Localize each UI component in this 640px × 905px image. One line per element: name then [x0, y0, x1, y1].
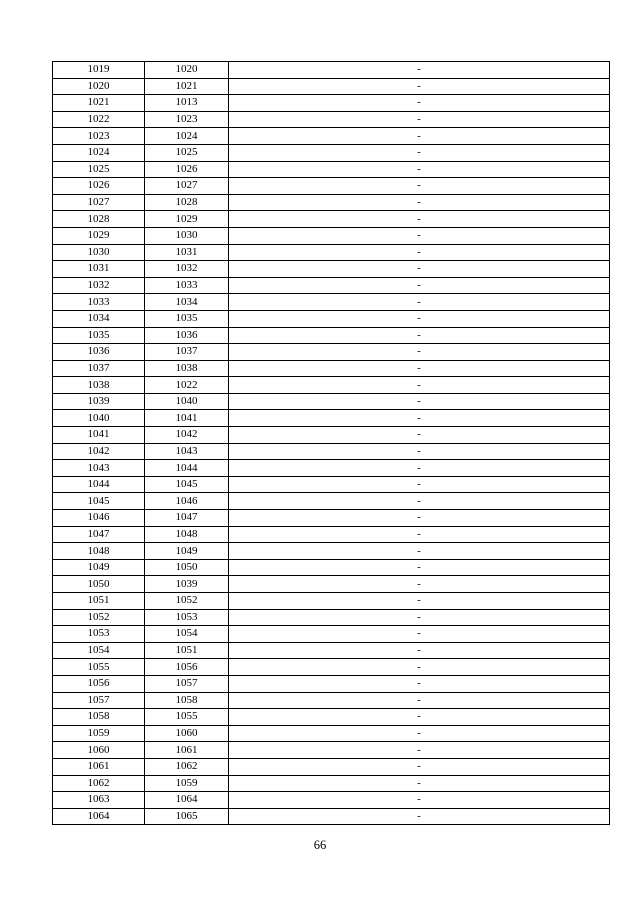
table-cell: - — [229, 178, 610, 195]
table-cell: 1043 — [145, 443, 229, 460]
table-cell: 1064 — [145, 792, 229, 809]
table-cell: - — [229, 294, 610, 311]
page-number: 66 — [313, 838, 327, 852]
table-cell: 1021 — [145, 78, 229, 95]
table-cell: 1030 — [145, 227, 229, 244]
table-row — [53, 576, 610, 593]
table-cell: 1051 — [53, 593, 145, 610]
table-row — [53, 725, 610, 742]
table-cell: 1057 — [145, 675, 229, 692]
table-row — [53, 277, 610, 294]
table-cell: 1059 — [145, 775, 229, 792]
table-cell: - — [229, 244, 610, 261]
table-row — [53, 476, 610, 493]
table-cell: - — [229, 78, 610, 95]
table-cell: - — [229, 792, 610, 809]
table-cell: - — [229, 144, 610, 161]
table-cell: 1025 — [53, 161, 145, 178]
table-cell: 1044 — [145, 460, 229, 477]
table-row — [53, 327, 610, 344]
table-cell: - — [229, 211, 610, 228]
table-cell: - — [229, 758, 610, 775]
table-cell: - — [229, 559, 610, 576]
table-cell: - — [229, 692, 610, 709]
table-cell: - — [229, 659, 610, 676]
table-cell: 1023 — [53, 128, 145, 145]
table-row — [53, 427, 610, 444]
table-cell: - — [229, 626, 610, 643]
table-cell: 1022 — [145, 377, 229, 394]
table-row — [53, 178, 610, 195]
table-cell: - — [229, 128, 610, 145]
table-cell: - — [229, 95, 610, 112]
table-cell: 1024 — [53, 144, 145, 161]
table-cell: 1039 — [145, 576, 229, 593]
table-cell: - — [229, 227, 610, 244]
table-cell: 1019 — [53, 62, 145, 79]
table-row — [53, 593, 610, 610]
table-cell: 1033 — [53, 294, 145, 311]
table-body — [53, 62, 610, 825]
data-table-container — [52, 61, 609, 825]
table-cell: 1026 — [53, 178, 145, 195]
table-cell: 1032 — [145, 261, 229, 278]
table-row — [53, 410, 610, 427]
table-cell: - — [229, 675, 610, 692]
table-row — [53, 227, 610, 244]
table-cell: 1028 — [145, 194, 229, 211]
table-row — [53, 642, 610, 659]
table-row — [53, 808, 610, 825]
table-cell: 1024 — [145, 128, 229, 145]
table-cell: - — [229, 593, 610, 610]
table-cell: - — [229, 310, 610, 327]
table-cell: 1032 — [53, 277, 145, 294]
table-cell: 1042 — [53, 443, 145, 460]
table-cell: - — [229, 709, 610, 726]
table-row — [53, 62, 610, 79]
table-cell: - — [229, 510, 610, 527]
table-cell: - — [229, 161, 610, 178]
table-cell: 1020 — [53, 78, 145, 95]
table-cell: 1062 — [145, 758, 229, 775]
table-cell: 1035 — [53, 327, 145, 344]
table-cell: 1037 — [145, 344, 229, 361]
table-row — [53, 393, 610, 410]
table-cell: 1065 — [145, 808, 229, 825]
table-cell: - — [229, 62, 610, 79]
table-cell: 1020 — [145, 62, 229, 79]
table-row — [53, 344, 610, 361]
table-cell: 1054 — [53, 642, 145, 659]
table-cell: 1047 — [53, 526, 145, 543]
table-cell: 1021 — [53, 95, 145, 112]
table-cell: 1050 — [145, 559, 229, 576]
table-cell: 1041 — [53, 427, 145, 444]
table-cell: 1040 — [53, 410, 145, 427]
table-row — [53, 443, 610, 460]
table-cell: 1058 — [53, 709, 145, 726]
table-row — [53, 758, 610, 775]
table-cell: 1056 — [145, 659, 229, 676]
table-cell: - — [229, 194, 610, 211]
table-cell: 1062 — [53, 775, 145, 792]
table-cell: 1025 — [145, 144, 229, 161]
table-cell: 1061 — [53, 758, 145, 775]
table-cell: 1031 — [145, 244, 229, 261]
table-cell: - — [229, 460, 610, 477]
table-row — [53, 559, 610, 576]
table-cell: - — [229, 543, 610, 560]
table-row — [53, 360, 610, 377]
table-cell: 1042 — [145, 427, 229, 444]
table-cell: 1040 — [145, 393, 229, 410]
table-row — [53, 775, 610, 792]
table-cell: 1054 — [145, 626, 229, 643]
table-cell: 1038 — [145, 360, 229, 377]
table-cell: - — [229, 609, 610, 626]
table-cell: 1051 — [145, 642, 229, 659]
table-row — [53, 709, 610, 726]
table-cell: 1027 — [53, 194, 145, 211]
table-cell: 1052 — [145, 593, 229, 610]
table-cell: - — [229, 327, 610, 344]
table-cell: 1048 — [145, 526, 229, 543]
data-table — [52, 61, 610, 825]
table-cell: 1034 — [145, 294, 229, 311]
table-cell: 1056 — [53, 675, 145, 692]
table-row — [53, 675, 610, 692]
table-row — [53, 460, 610, 477]
table-row — [53, 310, 610, 327]
table-cell: - — [229, 277, 610, 294]
table-cell: 1050 — [53, 576, 145, 593]
table-row — [53, 626, 610, 643]
table-cell: 1045 — [145, 476, 229, 493]
table-row — [53, 211, 610, 228]
table-row — [53, 692, 610, 709]
table-cell: 1041 — [145, 410, 229, 427]
table-cell: 1036 — [53, 344, 145, 361]
table-cell: - — [229, 344, 610, 361]
table-cell: 1023 — [145, 111, 229, 128]
table-row — [53, 144, 610, 161]
table-cell: - — [229, 476, 610, 493]
table-row — [53, 493, 610, 510]
table-cell: 1044 — [53, 476, 145, 493]
table-cell: - — [229, 427, 610, 444]
table-cell: - — [229, 111, 610, 128]
table-row — [53, 742, 610, 759]
table-cell: 1028 — [53, 211, 145, 228]
table-cell: 1063 — [53, 792, 145, 809]
table-cell: 1027 — [145, 178, 229, 195]
table-cell: 1039 — [53, 393, 145, 410]
table-row — [53, 659, 610, 676]
table-row — [53, 609, 610, 626]
table-cell: - — [229, 526, 610, 543]
table-row — [53, 510, 610, 527]
table-cell: 1058 — [145, 692, 229, 709]
table-cell: 1049 — [145, 543, 229, 560]
table-cell: - — [229, 742, 610, 759]
table-row — [53, 294, 610, 311]
table-cell: - — [229, 493, 610, 510]
table-row — [53, 792, 610, 809]
table-cell: 1046 — [145, 493, 229, 510]
table-cell: 1052 — [53, 609, 145, 626]
table-cell: 1037 — [53, 360, 145, 377]
table-row — [53, 111, 610, 128]
table-cell: 1036 — [145, 327, 229, 344]
table-row — [53, 526, 610, 543]
table-row — [53, 261, 610, 278]
table-cell: 1026 — [145, 161, 229, 178]
table-cell: - — [229, 642, 610, 659]
table-cell: 1013 — [145, 95, 229, 112]
table-cell: 1049 — [53, 559, 145, 576]
table-cell: 1048 — [53, 543, 145, 560]
table-cell: 1022 — [53, 111, 145, 128]
table-cell: 1055 — [53, 659, 145, 676]
table-cell: 1035 — [145, 310, 229, 327]
table-cell: 1053 — [53, 626, 145, 643]
table-row — [53, 194, 610, 211]
table-cell: 1033 — [145, 277, 229, 294]
table-cell: 1060 — [145, 725, 229, 742]
table-cell: 1030 — [53, 244, 145, 261]
table-row — [53, 95, 610, 112]
table-cell: 1047 — [145, 510, 229, 527]
table-cell: - — [229, 443, 610, 460]
table-cell: - — [229, 775, 610, 792]
table-cell: 1038 — [53, 377, 145, 394]
table-cell: 1064 — [53, 808, 145, 825]
table-cell: 1057 — [53, 692, 145, 709]
table-cell: 1043 — [53, 460, 145, 477]
table-cell: 1060 — [53, 742, 145, 759]
table-cell: 1059 — [53, 725, 145, 742]
table-cell: 1029 — [145, 211, 229, 228]
table-cell: 1055 — [145, 709, 229, 726]
table-cell: 1029 — [53, 227, 145, 244]
table-cell: - — [229, 393, 610, 410]
table-cell: 1061 — [145, 742, 229, 759]
table-row — [53, 78, 610, 95]
table-row — [53, 543, 610, 560]
table-cell: - — [229, 377, 610, 394]
table-cell: - — [229, 808, 610, 825]
table-cell: 1046 — [53, 510, 145, 527]
table-cell: - — [229, 261, 610, 278]
table-row — [53, 128, 610, 145]
table-cell: 1053 — [145, 609, 229, 626]
table-cell: - — [229, 360, 610, 377]
table-cell: 1031 — [53, 261, 145, 278]
table-cell: 1045 — [53, 493, 145, 510]
table-cell: 1034 — [53, 310, 145, 327]
table-cell: - — [229, 576, 610, 593]
table-row — [53, 377, 610, 394]
table-cell: - — [229, 725, 610, 742]
table-row — [53, 161, 610, 178]
table-cell: - — [229, 410, 610, 427]
table-row — [53, 244, 610, 261]
